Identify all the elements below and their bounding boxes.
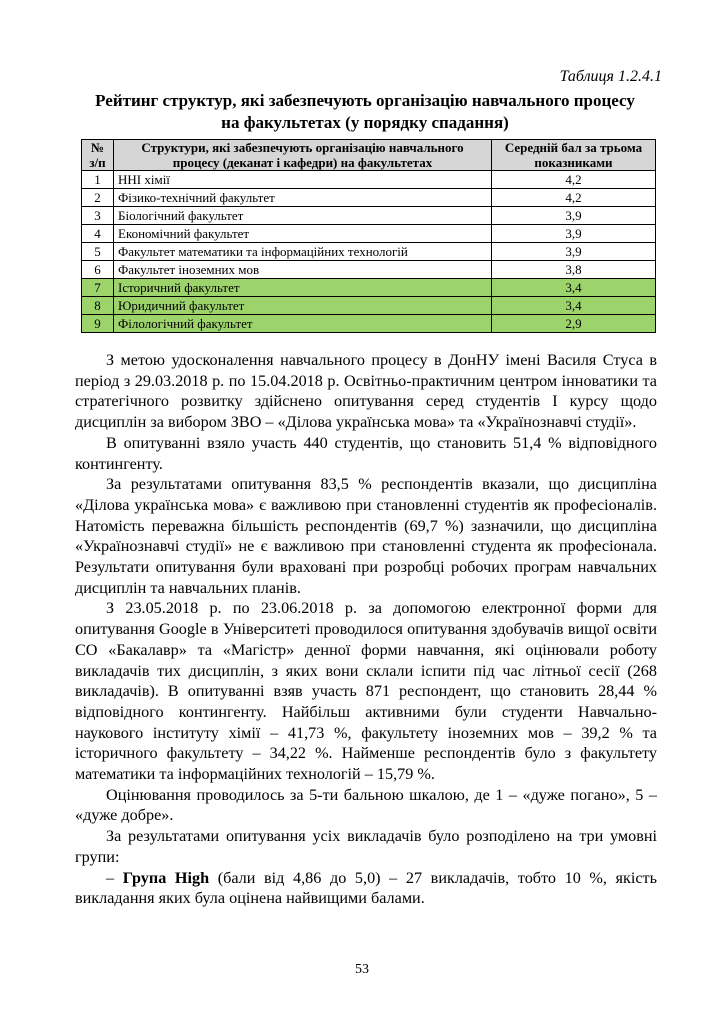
row-structure: Факультет іноземних мов xyxy=(114,261,492,279)
row-score: 3,4 xyxy=(492,279,656,297)
row-structure: Історичний факультет xyxy=(114,279,492,297)
header-score xyxy=(492,140,656,171)
header-score-line2: показниками xyxy=(534,155,613,170)
row-score: 3,9 xyxy=(492,225,656,243)
table-header-row xyxy=(82,140,656,171)
rating-table xyxy=(81,139,656,333)
row-score: 3,9 xyxy=(492,243,656,261)
table-row-highlighted xyxy=(82,297,656,315)
row-num: 7 xyxy=(82,279,114,297)
row-score: 3,8 xyxy=(492,261,656,279)
paragraph: За результатами опитування 83,5 % респондентів вказали, що дисципліна «Ділова українська мова» є важливою при становленні студентів як професіоналів. Натомість переважна більшість респондентів (69,7 %) зазначили, що дисципліна «Українознавчі студії» не є важливою при становленні студента як професіонала. Результати опитування були враховані при розробці робочих програм навчальних дисциплін та навчальних планів. xyxy=(75,475,657,597)
paragraph: За результатами опитування усіх викладачів було розподілено на три умовні групи: xyxy=(75,827,657,866)
row-structure: ННІ хімії xyxy=(114,171,492,189)
dash-prefix: – xyxy=(106,868,123,887)
table-row-highlighted xyxy=(82,279,656,297)
header-num-line1: № xyxy=(90,140,105,155)
row-score: 4,2 xyxy=(492,171,656,189)
row-structure: Філологічний факультет xyxy=(114,315,492,333)
row-structure: Фізико-технічний факультет xyxy=(114,189,492,207)
row-num: 4 xyxy=(82,225,114,243)
row-score: 2,9 xyxy=(492,315,656,333)
table-row xyxy=(82,207,656,225)
paragraph: В опитуванні взяло участь 440 студентів, що становить 51,4 % відповідного контингенту. xyxy=(75,433,657,473)
paragraph: З метою удосконалення навчального процесу в ДонНУ імені Василя Стуса в період з 29.03.2018 р. по 15.04.2018 р. Освітньо-практичним центром інноватики та стратегічного розвитку здійснено опитування серед студентів І курсу щодо дисциплін за вибором ЗВО – «Ділова українська мова» та «Українознавчі студії». xyxy=(75,351,657,432)
row-structure: Економічний факультет xyxy=(114,225,492,243)
row-num: 6 xyxy=(82,261,114,279)
table-row xyxy=(82,225,656,243)
row-structure: Біологічний факультет xyxy=(114,207,492,225)
row-num: 1 xyxy=(82,171,114,189)
header-num xyxy=(82,140,114,171)
header-structure-line1: Структури, які забезпечують організацію навчального xyxy=(141,140,464,155)
table-row-highlighted xyxy=(82,315,656,333)
group-high-text: (бали від 4,86 до 5,0) – 27 викладачів, тобто 10 %, якість викладання яких була оцінена найвищими балами. xyxy=(75,868,657,908)
header-structure xyxy=(114,140,492,171)
row-num: 3 xyxy=(82,207,114,225)
page-number: 53 xyxy=(355,962,369,977)
header-num-line2: з/п xyxy=(89,155,106,170)
table-row xyxy=(82,261,656,279)
row-num: 8 xyxy=(82,297,114,315)
table-row xyxy=(82,171,656,189)
row-score: 3,9 xyxy=(492,207,656,225)
table-row xyxy=(82,243,656,261)
table-title-line1: Рейтинг структур, які забезпечують організацію навчального процесу xyxy=(95,91,635,110)
table-row xyxy=(82,189,656,207)
row-structure: Факультет математики та інформаційних технологій xyxy=(114,243,492,261)
paragraph: Оцінювання проводилось за 5-ти бальною шкалою, де 1 – «дуже погано», 5 – «дуже добре». xyxy=(75,785,657,825)
header-score-line1: Середній бал за трьома xyxy=(504,140,643,155)
paragraph: З 23.05.2018 р. по 23.06.2018 р. за допомогою електронної форми для опитування Google в Університеті проводилося опитування здобувачів вищої освіти СО «Бакалавр» та «Магістр» денної форми навчання, які оцінювали роботу викладачів тих дисциплін, з яких вони склали іспити під час літньої сесії (268 викладачів). В опитуванні взяв участь 871 респондент, що становить 28,44 % відповідного контингенту. Найбільш активними були студенти Навчально-наукового інституту хімії – 41,73 %, факультету іноземних мов – 39,2 % та історичного факультету – 34,22 %. Найменше респондентів було з факультету математики та інформаційних технологій – 15,79 %. xyxy=(75,599,657,784)
table-title-line2: на факультетах (у порядку спадання) xyxy=(221,113,509,132)
row-num: 5 xyxy=(82,243,114,261)
row-score: 4,2 xyxy=(492,189,656,207)
header-structure-line2: процесу (деканат і кафедри) на факультетах xyxy=(172,155,433,170)
paragraph-group-high xyxy=(75,868,657,909)
table-label: Таблиця 1.2.4.1 xyxy=(559,68,662,85)
table-title xyxy=(70,90,660,134)
group-high-label: Група High xyxy=(122,868,210,887)
row-num: 2 xyxy=(82,189,114,207)
body-text xyxy=(75,350,657,909)
row-num: 9 xyxy=(82,315,114,333)
row-score: 3,4 xyxy=(492,297,656,315)
row-structure: Юридичний факультет xyxy=(114,297,492,315)
